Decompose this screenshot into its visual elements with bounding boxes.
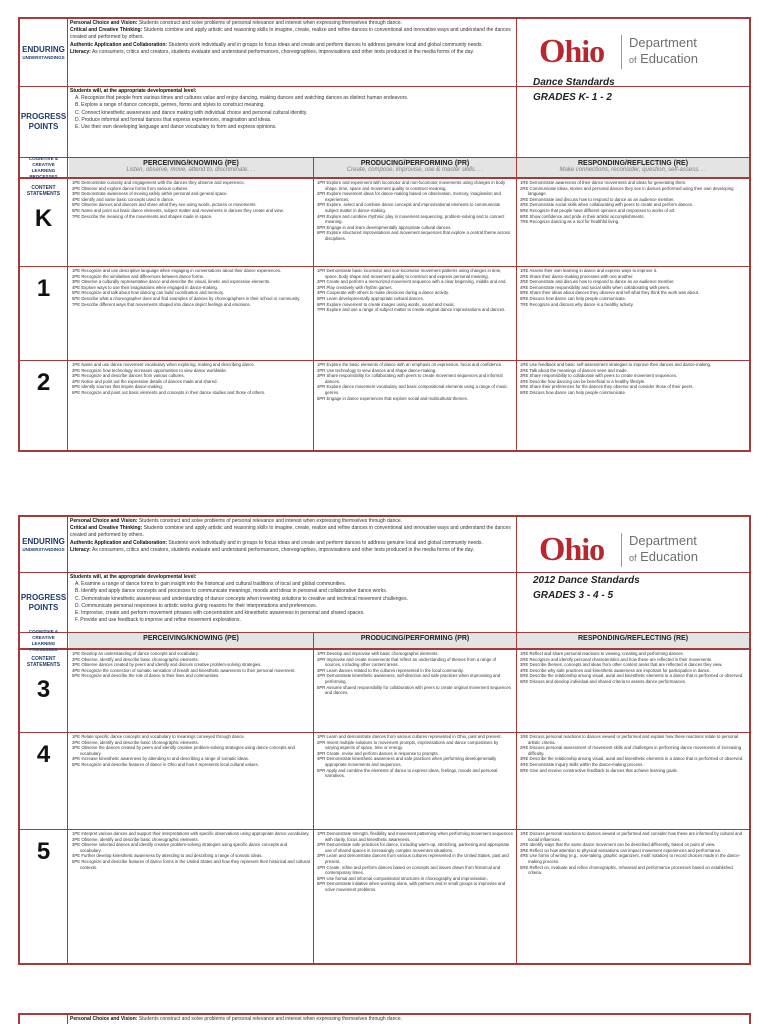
- statements-pe: [69, 733, 314, 829]
- cognitive-label: COGNITIVE & CREATIVE LEARNING PROCESSES: [20, 633, 68, 648]
- statement: 6RE Discuss how dance can help people communicate.: [520, 295, 627, 301]
- statement: 5PR Apply and combine the elements of dance to express ideas, feelings, moods and personal narratives.: [317, 767, 498, 779]
- progress-point: D. Produce informal and formal dances that express experiences, imagination and ideas.: [75, 116, 272, 123]
- statement: 4PE Increase kinesthetic awareness by attending to and describing a range of somatic ideas.: [72, 756, 249, 762]
- statement: 6PE Name and point out basic dance elements, subject matter and movements in dances they create and view.: [72, 207, 284, 213]
- statement: 4RE Describe why safe practices and kinesthetic awareness are important for participation in dance.: [520, 667, 711, 673]
- enduring-label: ENDURING UNDERSTANDINGS: [20, 517, 68, 572]
- statement: 5RE Share their ideas about dances they observe and tell what they think the work was about.: [520, 290, 700, 296]
- statement: 4PE Notice and point out the expressive details of dances made and shared.: [72, 378, 218, 384]
- grade-number: 5: [36, 838, 51, 865]
- statement: 5PR Learn developmentally appropriate cultural dances.: [317, 295, 425, 301]
- grade-row-2: [20, 360, 749, 452]
- statement: 5PE Observe dances and dancers and share what they see using words, pictures or movements.: [72, 202, 257, 208]
- statement: 3RE Demonstrate and discuss how to respond to dance as an audience member.: [520, 279, 675, 285]
- statement: 2RE Recognize and identify personal characteristics and how these are reflected in their movements.: [520, 656, 713, 662]
- progress-point: E. Improvise, create and perform movement phrases with concentration and kinesthetic awareness in personal and shared spaces.: [75, 610, 365, 617]
- header-perceiving: PERCEIVING/KNOWING (PE): [69, 633, 314, 648]
- statement: 6PR Demonstrate initiative when working alone, with partners and in small groups to improvise and solve movement problems.: [317, 881, 506, 892]
- progress-point: F. Provide and use feedback to improve and refine movement explorations.: [75, 617, 241, 624]
- enduring-understandings-text: Personal Choice and Vision: Students construct and solve problems of personal relevance and interest when expressing themselves through dance.: [70, 1016, 403, 1022]
- statement: 2PE Recognize the similarities and differences between dance forms.: [72, 273, 205, 279]
- statements-pe: [69, 267, 314, 360]
- header-responding: RESPONDING/REFLECTING (RE) Make connections, reconsider, question, self-assess. . .: [517, 158, 749, 177]
- statement: 2PR Improvise and create movements that reflect an understanding of themes from a range of sources, including other content areas.: [317, 656, 497, 668]
- statement: 6RE Discuss and develop individual and shared criteria to assess dance performances.: [520, 678, 686, 684]
- statement: 5RE Recognize that people have different opinions and responses to works of art.: [520, 207, 676, 213]
- statement: 1PR Demonstrate basic locomotor and non-locomotor movement patterns using changes in time, space, body shape and movement quality to construct and express personal meaning.: [317, 268, 502, 279]
- statement: 5RE Give and receive constructive feedback to dances that achieve learning goals.: [520, 767, 678, 773]
- statement: 2PE Observe, identify and describe basic choreographic elements.: [72, 836, 199, 842]
- statement: 1PE Demonstrate curiosity and engagement with the dances they observe and experience.: [72, 180, 245, 185]
- statement: 5RE Describe the relationship among visual, aural and kinesthetic elements in a dance that is performed or observed.: [520, 673, 744, 679]
- progress-point: B. Explore a range of dance concepts, genres, forms and styles to construct meaning.: [75, 102, 265, 109]
- statement: 6RE Discuss how dance can help people communicate.: [520, 389, 627, 395]
- ohio-logo: Ohio: [539, 531, 605, 568]
- statements-pe: [69, 179, 314, 266]
- statement: 4PR Demonstrate kinesthetic awareness, self-direction and safe practices when improvising and performing.: [317, 673, 501, 684]
- card-grades: GRADES 3 - 4 - 5: [533, 590, 614, 601]
- progress-point: E. Use their own developing language and dance vocabulary to form and express opinions.: [75, 124, 277, 131]
- statement: 5RE Reflect on, evaluate and refine choreographic, rehearsal and performance processes based on established criteria.: [520, 864, 733, 876]
- statement: 4PE Recognize the connection of somatic sensation of breath and kinesthetic awareness to their personal movement.: [72, 667, 296, 673]
- department-of-education: Department of Education: [629, 35, 698, 66]
- statement: 1PR Explore the basic elements of dance with an emphasis on expression, focus and confidence.: [317, 362, 503, 367]
- statement: 3PE Observe selected dances and identify creative problem-solving strategies using specific dance concepts and vocabulary.: [72, 842, 288, 853]
- statements-pe: [69, 361, 314, 452]
- statements-pr: [314, 733, 517, 829]
- grade-number: 3: [36, 676, 51, 703]
- statement: 4RE Use forms of writing (e.g., note-taking, graphic organizers, motif notation) to record choices made in the dance-making process.: [520, 853, 741, 864]
- grade-number: 4: [36, 741, 51, 768]
- progress-points-list: Students will, at the appropriate developmental level: A. Examine a range of dance forms to gain insight into the historical and cultural traditions of local and global communities. B. Identify and apply dance concepts and processes to communicate meanings, moods and ideas in personal and collaborative dance works. C. Demonstrate kinesthetic awareness and understanding of dance concepts when inventing solutions to creative and technical movement challenges. D. Communicate personal responses to artistic works giving reasons for their interpretations and preferences. E. Improvise, create and perform movement phrases with concentration and kinesthetic awareness in personal and shared spaces. F. Provide and use feedback to improve and refine movement explorations.: [70, 574, 515, 624]
- statements-re: [517, 179, 749, 266]
- statement: 2PE Observe and explore dance forms from various cultures.: [72, 185, 189, 191]
- statement: 2PR Use technology to view dances and shape dance-making.: [317, 367, 437, 373]
- ohio-logo: Ohio: [539, 33, 605, 70]
- statement: 1PE Interpret various dances and support their interpretations with specific observations using appropriate dance vocabulary.: [72, 831, 310, 836]
- statement: 6PR Explore movement to create images using words, sound and music.: [317, 301, 456, 307]
- progress-point: A. Recognize that people from various times and cultures value and enjoy dancing, making dances and watching dances as distinct human endeavors.: [75, 95, 409, 102]
- statement: 4PR Create, refine and perform dances based on concepts and issues drawn from historical and contemporary times.: [317, 864, 501, 876]
- card-title: 2012 Dance Standards: [533, 575, 640, 586]
- statement: 4RE Describe how dancing can be beneficial to a healthy lifestyle.: [520, 378, 646, 384]
- statement: 3PR Play creatively with rhythm games.: [317, 284, 393, 290]
- statement: 3RE Describe the relationship among visual, aural and kinesthetic elements in a dance that is performed or observed.: [520, 756, 744, 762]
- statement: 2RE Discuss personal assessment of movement skills and challenges in performing dance movements of increasing difficulty.: [520, 745, 742, 756]
- grade-label: [20, 267, 68, 360]
- statement: 4RE Demonstrate responsibility and social skills when collaborating with peers.: [520, 284, 671, 290]
- statement: 4PE Explore ways to use their imaginations when engaged in dance-making.: [72, 284, 218, 290]
- statement: 5PE Recognize and describe features of dance in Ohio and how it represents local cultural values.: [72, 761, 259, 767]
- statement: 3RE Demonstrate and discuss how to respond to dance as an audience member.: [520, 196, 675, 202]
- statement: 4PE Identify and name basic concepts used in dance.: [72, 196, 175, 202]
- statement: 5PE Recognize and describe the role of dance in their lives and communities.: [72, 673, 220, 679]
- statement: 3PR Learn and demonstrate dances from various cultures represented in the United States, past and present.: [317, 853, 509, 864]
- statement: 2PR Explore movement ideas for dance-making based on observation, memory, imagination and experiences.: [317, 191, 501, 202]
- statement: 4PR Cooperate with others to make decisions during a dance activity.: [317, 290, 449, 296]
- statement: 2RE Share their dance-making processes with one another.: [520, 273, 634, 279]
- statement: 7PE Describe different ways that movements shaped into dance depict feelings and emotions.: [72, 301, 251, 307]
- statement: 1PE Relate specific dance concepts and vocabulary to meanings conveyed through dance.: [72, 734, 245, 739]
- standards-card-k-2: [18, 17, 751, 452]
- grade-label: [20, 733, 68, 829]
- card-grades: GRADES K- 1 - 2: [533, 92, 612, 103]
- statements-pr: [314, 830, 517, 965]
- statement: 6RE Show confidence and pride in their artistic accomplishments.: [520, 213, 645, 219]
- statement: 3RE Describe themes, concepts and ideas from other content areas that are reflected in dances they view.: [520, 662, 723, 668]
- statement: 5PR Engage in dance experiences that explore social and multicultural themes.: [317, 395, 468, 401]
- grade-label: [20, 830, 68, 965]
- ohio-logo-block: [516, 517, 749, 633]
- statement: 6PE Recognize and point out basic elements and concepts in their dance studies and those of others.: [72, 389, 266, 395]
- header-responding: RESPONDING/REFLECTING (RE): [517, 633, 749, 648]
- logo-divider: [621, 533, 622, 567]
- process-header-row: [20, 628, 749, 652]
- statement: 1RE Demonstrate awareness of their dance movements and ideas for generating them.: [520, 180, 687, 185]
- grade-row-3: [20, 649, 749, 732]
- progress-point: C. Demonstrate kinesthetic awareness and understanding of dance concepts when inventing solutions to creative and technical movement challenges.: [75, 595, 408, 602]
- statement: 2RE Talk about the meanings of dances seen and made.: [520, 367, 628, 373]
- ohio-logo-block: [516, 19, 749, 158]
- card-title: Dance Standards: [533, 77, 615, 88]
- statements-re: [517, 733, 749, 829]
- logo-divider: [621, 35, 622, 69]
- statement: 7RE Recognize dancing as a tool for healthful living.: [520, 219, 620, 225]
- statements-pr: [314, 267, 517, 360]
- statement: 1RE Assess their own learning in dance and express ways to improve it.: [520, 268, 658, 273]
- progress-points-list: Students will, at the appropriate developmental level: A. Recognize that people from various times and cultures value and enjoy dancing, making dances and watching dances as distinct human endeavors. B. Explore a range of dance concepts, genres, forms and styles to construct meaning. C. Connect kinesthetic awareness and dance making with individual choice and personal cultural identity. D. Produce informal and formal dances that express experiences, imagination and ideas. E. Use their own developing language and dance vocabulary to form and express opinions.: [70, 88, 515, 131]
- statement: 2PE Observe, identify and describe basic choreographic elements.: [72, 656, 199, 662]
- grade-label: [20, 361, 68, 452]
- statements-re: [517, 267, 749, 360]
- header-producing: PRODUCING/PERFORMING (PR) Create, compose, improvise, use & master skills. . .: [314, 158, 517, 177]
- department-of-education: Department of Education: [629, 533, 698, 564]
- statement: 1RE Use feedback and basic self-assessment strategies to improve their dances and dance-making.: [520, 362, 712, 367]
- statement: 3PR Explore, select and combine dance concepts and improvisational elements to communicate subject matter in dance-making.: [317, 202, 501, 213]
- statement: 3PR Learn dances related to the cultures represented in the local community.: [317, 667, 464, 673]
- grade-row-1: [20, 266, 749, 360]
- statement: 1RE Reflect and share personal reactions to viewing, creating and performing dances.: [520, 651, 684, 656]
- progress-points-label: PROGRESS POINTS: [20, 573, 68, 632]
- statement: 5PE Recognize and describe features of dance forms in the United States and how they represent their historical and cultural contexts.: [72, 858, 310, 870]
- statement: 2RE Identify ways that the same dance movement can be described differently, based on point of view.: [520, 842, 716, 848]
- statement: 7PR Explore and use a range of subject matter to create original dance improvisations and dances.: [317, 307, 506, 313]
- grade-row-5: [20, 829, 749, 965]
- statement: 4PR Demonstrate kinesthetic awareness and safe practices when performing developmentally appropriate movements and sequences.: [317, 756, 497, 767]
- header-producing: PRODUCING/PERFORMING (PR): [314, 633, 517, 648]
- statement: 2PE Recognize how technology increases opportunities to view dance worldwide.: [72, 367, 228, 373]
- statement: 7RE Recognize and discuss why dance is a healthy activity.: [520, 301, 634, 307]
- statement: 5PE Identify sources that inspire dance-making.: [72, 384, 163, 390]
- statement: 2PR Demonstrate safe practices for dance, including warm-up, stretching, partnering and appropriate use of shared spaces in increasingly complex movement situations.: [317, 842, 510, 853]
- statement: 4PR Explore and combine rhythmic play in movement sequencing, problem-solving and to connect meaning.: [317, 213, 505, 225]
- statement: 7PE Describe the meaning of the movements and shapes made in space.: [72, 213, 213, 219]
- statement: 3RE Share responsibility to collaborate with peers to create movement sequences.: [520, 373, 678, 379]
- statements-re: [517, 361, 749, 452]
- statement: 2PR Create and perform a memorized movement sequence with a clear beginning, middle and end.: [317, 279, 507, 285]
- statement: 1PR Develop and improvise with basic choreographic elements.: [317, 651, 439, 656]
- statement: 5PR Engage in and learn developmentally appropriate cultural dances.: [317, 224, 452, 230]
- statement: 5PR Use formal and informal compositional structures in choreography and improvisation.: [317, 875, 488, 881]
- grade-number: 1: [36, 275, 51, 302]
- statement: 6PE Describe what a choreographer does and find examples of dances by choreographers in their school or community.: [72, 295, 301, 301]
- enduring-label: ENDURING UNDERSTANDINGS: [20, 19, 68, 86]
- statements-re: [517, 830, 749, 965]
- statement: 1PR Learn and demonstrate dances from various cultures represented in Ohio, past and present.: [317, 734, 502, 739]
- statement: 2PR Invent multiple solutions to movement prompts, improvisations and dance compositions by varying aspects of space, time or energy.: [317, 739, 499, 751]
- statement: 5PR Assume shared responsibility for collaboration with peers to create original movement sequences and dances.: [317, 684, 511, 696]
- statement: 1PR Explore and experiment with locomotor and non-locomotor movements using changes in body shape, time, space and movement quality to construct meaning.: [317, 180, 506, 191]
- grade-label: CONTENT STATEMENTS 3: [20, 650, 68, 732]
- statement: 6PR Explore structured improvisations and movement sequences that explore a central theme across disciplines.: [317, 230, 510, 241]
- grade-row-k: [20, 178, 749, 266]
- grade-number: 2: [36, 369, 51, 396]
- statement: 3PE Recognize and describe dances from various cultures.: [72, 373, 185, 379]
- statement: 1PE Name and use dance movement vocabulary when exploring, making and describing dance.: [72, 362, 255, 367]
- progress-point: C. Connect kinesthetic awareness and dance making with individual choice and personal cultural identity.: [75, 109, 308, 116]
- statement: 1PE Recognize and use descriptive language when engaging in conversations about their dance experiences.: [72, 268, 282, 273]
- statement: 1RE Discuss personal reactions to dances viewed or performed and consider how these are informed by cultural and social influences.: [520, 831, 743, 842]
- enduring-label: [20, 1015, 68, 1024]
- standards-card-3-5: [18, 515, 751, 965]
- statement: 3PR Share responsibility for collaborating with peers to create movement sequences and informal dances.: [317, 373, 503, 384]
- statement: 1PE Develop an understanding of dance concepts and vocabulary.: [72, 651, 199, 656]
- statements-pr: [314, 650, 517, 732]
- statements-pe: [69, 830, 314, 965]
- enduring-understandings-text: Personal Choice and Vision: Students construct and solve problems of personal relevance and interest when expressing themselves through dance. Critical and Creative Thinking: Students combine and apply artistic and reasoning skills to imagine, create, realize and refine dances in conventional and innovative ways and understand the dances created and performed by others. Authentic Application and Collaboration: Students work individually and in groups to focus ideas and create and perform dances to address genuine local and global community needs. Literacy: As consumers, critics and creators, students evaluate and understand performances, choreographies, improvisations and other texts produced in the media forms of the day.: [70, 20, 511, 55]
- statement: 3PE Observe a culturally representative dance and describe the visual, kinetic and expressive elements.: [72, 279, 271, 285]
- header-perceiving: PERCEIVING/KNOWING (PE) Listen, observe, move, attend to, discriminate. . .: [69, 158, 314, 177]
- progress-point: D. Communicate personal responses to artistic works giving reasons for their interpretations and preferences.: [75, 602, 318, 609]
- enduring-understandings-text: Personal Choice and Vision: Students construct and solve problems of personal relevance and interest when expressing themselves through dance. Critical and Creative Thinking: Students combine and apply artistic and reasoning skills to imagine, create, realize and refine dances in conventional and innovative ways and understand the dances created and performed by others. Authentic Application and Collaboration: Students work individually and in groups to focus ideas and create and perform dances to address genuine local and global community needs. Literacy: As consumers, critics and creators, students evaluate and understand performances, choreographies, improvisations and other texts produced in the media forms of the day.: [70, 518, 511, 553]
- statement: 2RE Communicate ideas, stories and personal dances they see in dances performed using their own developing language.: [520, 185, 734, 197]
- progress-points-label: PROGRESS POINTS: [20, 87, 68, 157]
- progress-point: B. Identify and apply dance concepts and processes to communicate meanings, moods and ideas in personal and collaborative dance works.: [75, 588, 388, 595]
- grade-row-4: [20, 732, 749, 829]
- statement: 3PE Observe dances created by peers and identify and discuss creative problem-solving strategies.: [72, 662, 262, 668]
- statement: 1RE Discuss personal reactions to dances viewed or performed and explain how these reactions relate to personal artistic criteria.: [520, 734, 739, 745]
- statement: 4PR Explore dance movement vocabulary and basic compositional elements using a range of music genres.: [317, 384, 508, 395]
- statement: 2PE Observe, identify and describe basic choreographic elements.: [72, 739, 199, 745]
- cognitive-label: COGNITIVE & CREATIVE LEARNING PROCESSES: [20, 158, 68, 177]
- grade-label: CONTENT STATEMENTS K: [20, 179, 68, 266]
- statement: 4PE Further develop kinesthetic awareness by attending to and describing a range of somatic ideas.: [72, 853, 263, 859]
- statement: 3RE Reflect on how attention to physical sensations can impact movement experiences and performance.: [520, 847, 722, 853]
- statement: 4RE Demonstrate inquiry skills within the dance-making process.: [520, 761, 644, 767]
- statement: 1PR Demonstrate strength, flexibility and movement patterning when performing movement sequences with clarity, focus and kinesthetic awareness.: [317, 831, 513, 842]
- grade-number: K: [34, 205, 53, 232]
- statement: 4RE Demonstrate social skills when collaborating with peers to create and perform dances.: [520, 202, 694, 208]
- process-header-row: [20, 155, 749, 179]
- progress-point: A. Examine a range of dance forms to gain insight into the historical and cultural traditions of local and global communities.: [75, 581, 346, 588]
- statements-pr: [314, 179, 517, 266]
- statements-re: [517, 650, 749, 732]
- statement: 5PE Recognize and talk about how dancing can build coordination and memory.: [72, 290, 225, 296]
- statements-pr: [314, 361, 517, 452]
- statement: 3PE Demonstrate awareness of moving safely within personal and general space.: [72, 191, 228, 197]
- statement: 3PE Observe the dances created by peers and identify creative problem-solving strategies using dance concepts and vocabulary.: [72, 745, 295, 756]
- statement: 3PR Create, revise and perform dances in response to prompts.: [317, 750, 439, 756]
- statements-pe: [69, 650, 314, 732]
- statement: 5RE Share their preferences for the dances they observe and consider those of their peers.: [520, 384, 694, 390]
- standards-card-partial: [18, 1013, 751, 1024]
